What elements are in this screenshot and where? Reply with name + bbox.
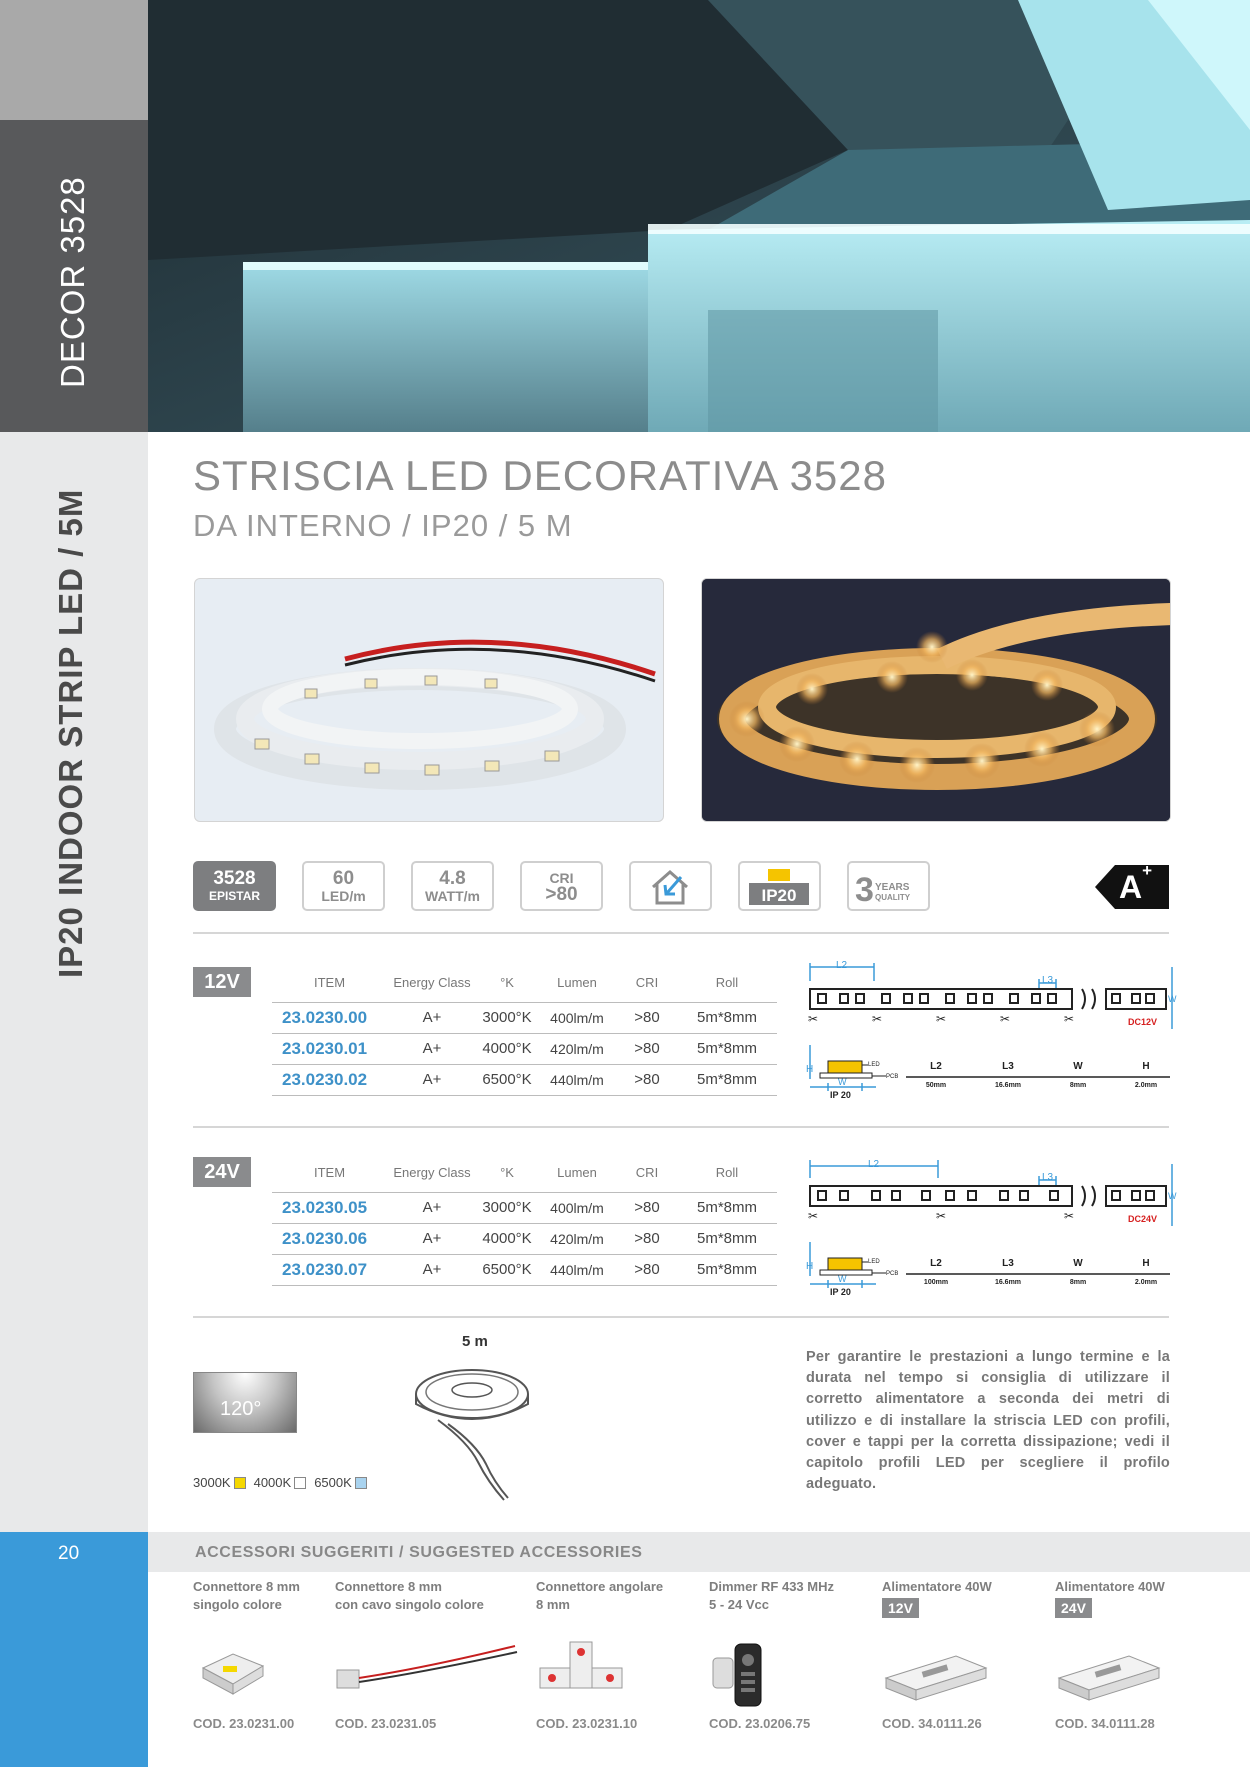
- table-row: [272, 1002, 777, 1033]
- corner-connector-image: [536, 1638, 626, 1708]
- led-reel-illustration: [408, 1352, 548, 1507]
- column-header: ITEM: [313, 975, 346, 991]
- accessory-name: Connettore angolare 8 mm: [536, 1579, 664, 1612]
- power-supply-image: [882, 1638, 992, 1708]
- svg-text:✂: ✂: [808, 1209, 819, 1223]
- accessory-code: COD. 34.0111.26: [882, 1716, 982, 1731]
- diagram-l3-value: 16.6mm: [994, 1279, 1022, 1286]
- sidebar-page-block: [0, 1532, 148, 1767]
- roll-length-label: 5 m: [462, 1333, 488, 1350]
- divider: [193, 1316, 1169, 1318]
- accessory-code: COD. 23.0231.05: [335, 1716, 437, 1731]
- svg-text:H: H: [1142, 1258, 1150, 1269]
- cri: >80: [617, 1064, 677, 1095]
- table-row: [272, 1223, 777, 1254]
- energy-class-badge: [1095, 861, 1169, 909]
- svg-text:L2: L2: [930, 1061, 942, 1072]
- voltage-tag-24v: 24V: [193, 1157, 251, 1187]
- diagram-l3-label: L3: [1042, 975, 1054, 986]
- divider: [193, 932, 1169, 934]
- accessory-name: Connettore 8 mm singolo colore: [193, 1579, 300, 1612]
- ip20-label: IP20: [761, 886, 797, 905]
- lumen: 420lm/m: [537, 1033, 617, 1064]
- item-code: 23.0230.00: [272, 1002, 387, 1033]
- column-header: Roll: [715, 1165, 739, 1181]
- power-badge: [411, 861, 494, 911]
- roll: 5m*8mm: [677, 1223, 777, 1254]
- color-temperature: 6500°K: [477, 1254, 537, 1285]
- indoor-house-icon: [629, 861, 712, 911]
- table-row: [272, 1254, 777, 1285]
- cri-value: >80: [545, 884, 578, 905]
- diagram-h-label: H: [806, 1261, 814, 1272]
- ip20-icon: [738, 861, 821, 911]
- diagram-w-value: 8mm: [1069, 1082, 1087, 1089]
- table-row: [272, 1064, 777, 1095]
- accessory-name: Alimentatore 40W 24V: [1055, 1579, 1165, 1616]
- diagram-l3-value: 16.6mm: [994, 1082, 1022, 1089]
- cri: >80: [617, 1223, 677, 1254]
- lumen: 440lm/m: [537, 1254, 617, 1285]
- chip-brand-label: EPISTAR: [208, 889, 261, 903]
- led-density-value: 60: [332, 868, 355, 889]
- installation-note: Per garantire le prestazioni a lungo termine e la durata nel tempo si consiglia di utilizzare il corretto alimentatore a seconda dei metri di utilizzo e di installare la striscia LED con profili, cover e tappi per la corretta dissipazione; vedi il capitolo profili LED per scegliere il profilo adeguato.: [806, 1349, 1170, 1493]
- color-temperature: 3000°K: [477, 1002, 537, 1033]
- svg-text:W: W: [838, 1274, 847, 1284]
- warranty-icon: [847, 861, 930, 911]
- energy-class: A+: [387, 1192, 477, 1223]
- lumen: 400lm/m: [537, 1002, 617, 1033]
- accessory-connector-cable[interactable]: [335, 1578, 505, 1738]
- column-header: ITEM: [313, 1165, 346, 1181]
- accessory-code: COD. 23.0231.00: [193, 1716, 295, 1731]
- legend-swatch: [234, 1477, 246, 1489]
- item-code: 23.0230.06: [272, 1223, 387, 1254]
- energy-class: A+: [387, 1254, 477, 1285]
- svg-text:H: H: [1142, 1061, 1150, 1072]
- item-code: 23.0230.02: [272, 1064, 387, 1095]
- cri: >80: [617, 1254, 677, 1285]
- accessory-name: Connettore 8 mm con cavo singolo colore: [335, 1579, 484, 1612]
- item-code: 23.0230.05: [272, 1192, 387, 1223]
- led-density-unit: LED/m: [321, 888, 366, 904]
- diagram-l2-label: L2: [836, 960, 848, 971]
- power-value: 4.8: [439, 868, 466, 889]
- voltage-tag: 24V: [1055, 1598, 1092, 1618]
- svg-text:L3: L3: [1002, 1258, 1014, 1269]
- diagram-h-value: 2.0mm: [1134, 1279, 1158, 1286]
- column-header: Energy Class: [393, 1165, 471, 1181]
- cri-label: CRI: [549, 870, 574, 886]
- svg-text:YEARS: YEARS: [875, 882, 910, 893]
- legend-item-4000k: [254, 1475, 307, 1490]
- diagram-l2-label: L2: [868, 1159, 880, 1170]
- roll: 5m*8mm: [677, 1192, 777, 1223]
- energy-class: A+: [387, 1033, 477, 1064]
- accessory-corner-connector[interactable]: [536, 1578, 706, 1738]
- diagram-w-label: W: [1168, 994, 1177, 1004]
- legend-item-3000k: [193, 1475, 246, 1490]
- svg-text:L3: L3: [1002, 1061, 1014, 1072]
- svg-text:W: W: [1073, 1061, 1083, 1072]
- diagram-h-value: 2.0mm: [1134, 1082, 1158, 1089]
- cri-badge: [520, 861, 603, 911]
- svg-text:✂: ✂: [808, 1012, 819, 1026]
- accessory-power-supply-12v[interactable]: [882, 1578, 1052, 1738]
- page-subtitle: DA INTERNO / IP20 / 5 M: [193, 508, 573, 543]
- accessory-code: COD. 23.0206.75: [709, 1716, 811, 1731]
- cri: >80: [617, 1033, 677, 1064]
- color-temperature-legend: [193, 1475, 367, 1490]
- column-header: °K: [500, 975, 514, 991]
- page-number: 20: [58, 1543, 80, 1564]
- legend-item-6500k: [314, 1475, 367, 1490]
- accessory-power-supply-24v[interactable]: [1055, 1578, 1225, 1738]
- page-title: STRISCIA LED DECORATIVA 3528: [193, 452, 888, 499]
- column-header: Energy Class: [393, 975, 471, 991]
- diagram-led-label: LED: [868, 1259, 880, 1265]
- power-supply-image: [1055, 1638, 1165, 1708]
- diagram-l2-value: 100mm: [923, 1279, 949, 1286]
- legend-swatch: [355, 1477, 367, 1489]
- diagram-ip-label: IP 20: [830, 1287, 851, 1297]
- diagram-w-value: 8mm: [1069, 1279, 1087, 1286]
- color-temperature: 6500°K: [477, 1064, 537, 1095]
- lumen: 440lm/m: [537, 1064, 617, 1095]
- energy-class: A+: [387, 1064, 477, 1095]
- roll: 5m*8mm: [677, 1254, 777, 1285]
- cri: >80: [617, 1192, 677, 1223]
- sidebar-product-line-label: IP20 INDOOR STRIP LED / 5M: [52, 488, 89, 978]
- diagram-l3-label: L3: [1042, 1172, 1054, 1183]
- sidebar-top-block: [0, 0, 148, 120]
- voltage-tag: 12V: [882, 1598, 919, 1618]
- item-code: 23.0230.01: [272, 1033, 387, 1064]
- connector-image: [193, 1638, 283, 1708]
- cri: >80: [617, 1002, 677, 1033]
- column-header: Roll: [715, 975, 739, 991]
- column-header: Lumen: [557, 975, 597, 991]
- legend-label: 4000K: [253, 1475, 292, 1490]
- column-header: CRI: [635, 975, 659, 991]
- table-row: [272, 1033, 777, 1064]
- diagram-ip-label: IP 20: [830, 1090, 851, 1100]
- roll: 5m*8mm: [677, 1033, 777, 1064]
- divider: [193, 1126, 1169, 1128]
- roll: 5m*8mm: [677, 1064, 777, 1095]
- warranty-years-value: 3: [855, 871, 874, 909]
- beam-angle-label: 120°: [220, 1398, 262, 1420]
- spec-icons-row: [193, 861, 1169, 913]
- svg-text:✂: ✂: [1000, 1012, 1011, 1026]
- led-density-badge: [302, 861, 385, 911]
- svg-text:L2: L2: [930, 1258, 942, 1269]
- accessory-code: COD. 34.0111.28: [1055, 1716, 1155, 1731]
- diagram-voltage-label: DC24V: [1128, 1214, 1158, 1224]
- color-temperature: 4000°K: [477, 1223, 537, 1254]
- product-table-24v: [272, 1154, 777, 1286]
- color-temperature: 3000°K: [477, 1192, 537, 1223]
- accessory-name: Dimmer RF 433 MHz 5 - 24 Vcc: [709, 1579, 834, 1612]
- column-header: Lumen: [557, 1165, 597, 1181]
- legend-swatch: [294, 1477, 306, 1489]
- diagram-led-label: LED: [868, 1062, 880, 1068]
- energy-class: A+: [387, 1002, 477, 1033]
- column-header: °K: [500, 1165, 514, 1181]
- hero-photo: [148, 0, 1250, 432]
- product-table-12v: [272, 964, 777, 1096]
- sidebar-category-label: DECOR 3528: [54, 176, 91, 388]
- connector-cable-image: [335, 1638, 525, 1708]
- lumen: 400lm/m: [537, 1192, 617, 1223]
- diagram-h-label: H: [806, 1064, 814, 1075]
- accessory-dimmer[interactable]: [709, 1578, 879, 1738]
- strip-dimension-diagram-24v: [806, 1156, 1180, 1306]
- voltage-tag-12v: 12V: [193, 967, 251, 997]
- accessories-title: ACCESSORI SUGGERITI / SUGGESTED ACCESSORIES: [195, 1544, 643, 1561]
- accessory-name: Alimentatore 40W 12V: [882, 1579, 992, 1616]
- diagram-voltage-label: DC12V: [1128, 1017, 1158, 1027]
- diagram-w-label: W: [1168, 1191, 1177, 1201]
- svg-text:W: W: [838, 1077, 847, 1087]
- accessory-code: COD. 23.0231.10: [536, 1716, 638, 1731]
- svg-text:QUALITY: QUALITY: [875, 893, 911, 902]
- led-strip-photo-off: [194, 578, 664, 822]
- svg-text:W: W: [1073, 1258, 1083, 1269]
- svg-text:✂: ✂: [1064, 1012, 1075, 1026]
- color-temperature: 4000°K: [477, 1033, 537, 1064]
- svg-text:✂: ✂: [1064, 1209, 1075, 1223]
- lumen: 420lm/m: [537, 1223, 617, 1254]
- chip-type-badge: [193, 861, 276, 911]
- svg-text:✂: ✂: [872, 1012, 883, 1026]
- item-code: 23.0230.07: [272, 1254, 387, 1285]
- dimmer-remote-image: [709, 1638, 799, 1713]
- svg-text:✂: ✂: [936, 1209, 947, 1223]
- svg-text:✂: ✂: [936, 1012, 947, 1026]
- diagram-pcb-label: PCB: [886, 1271, 899, 1277]
- led-strip-photo-on: [701, 578, 1171, 822]
- legend-label: 3000K: [193, 1475, 231, 1490]
- diagram-l2-value: 50mm: [925, 1082, 947, 1089]
- energy-class-label: A+: [1119, 861, 1153, 905]
- legend-label: 6500K: [314, 1475, 352, 1490]
- energy-class: A+: [387, 1223, 477, 1254]
- chip-type-value: 3528: [213, 868, 256, 889]
- diagram-pcb-label: PCB: [886, 1074, 899, 1080]
- strip-dimension-diagram-12v: [806, 957, 1180, 1107]
- roll: 5m*8mm: [677, 1002, 777, 1033]
- power-unit: WATT/m: [425, 888, 480, 904]
- table-row: [272, 1192, 777, 1223]
- column-header: CRI: [635, 1165, 659, 1181]
